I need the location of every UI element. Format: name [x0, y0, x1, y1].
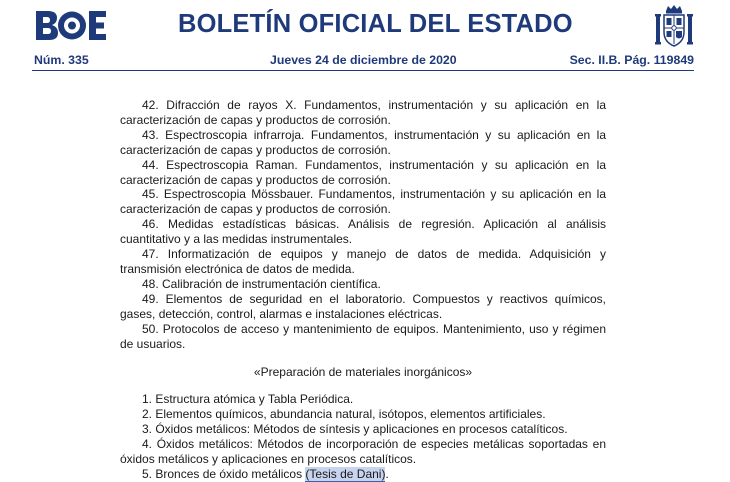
- page-title: BOLETÍN OFICIAL DEL ESTADO: [178, 10, 573, 38]
- document-meta: [32, 53, 694, 69]
- document-header: [0, 0, 730, 52]
- list-item: 49. Elementos de seguridad en el laboratorio. Compuestos y reactivos químicos, gases, detección, control, alarmas e instalaciones eléctricas.: [120, 291, 606, 321]
- issue-date: Jueves 24 de diciembre de 2020: [270, 53, 457, 67]
- list-item: 50. Protocolos de acceso y mantenimiento de equipos. Mantenimiento, uso y régimen de usuarios.: [120, 321, 606, 351]
- header-rule: [32, 70, 694, 71]
- section-heading: «Preparación de materiales inorgánicos»: [253, 365, 473, 380]
- list-item: 1. Estructura atómica y Tabla Periódica.: [142, 392, 354, 407]
- list-item: 48. Calibración de instrumentación científica.: [142, 276, 381, 291]
- issue-number: Núm. 335: [34, 53, 89, 67]
- list-item: 43. Espectroscopia infrarroja. Fundamentos, instrumentación y su aplicación en la caracterización de capas y productos de corrosión.: [120, 127, 606, 157]
- list-item: 46. Medidas estadísticas básicas. Análisis de regresión. Aplicación al análisis cuantitativo y a las medidas instrumentales.: [120, 217, 606, 247]
- list-item: 45. Espectroscopia Mössbauer. Fundamentos, instrumentación y su aplicación en la caracterización de capas y productos de corrosión.: [120, 187, 606, 217]
- list-item: 42. Difracción de rayos X. Fundamentos, instrumentación y su aplicación en la caracterización de capas y productos de corrosión.: [120, 98, 606, 127]
- coat-of-arms-icon: [654, 4, 694, 48]
- item-text: 5. Bronces de óxido metálicos: [142, 466, 306, 481]
- list-item: 4. Óxidos metálicos: Métodos de incorporación de especies metálicas soportadas en óxidos metálicos y aplicaciones en procesos catalíticos.: [120, 437, 606, 466]
- list-item: 2. Elementos químicos, abundancia natural, isótopos, elementos artificiales.: [142, 407, 546, 422]
- document-body: [120, 98, 606, 482]
- list-item: [120, 467, 606, 482]
- text-highlight[interactable]: (Tesis de Dani): [305, 466, 386, 481]
- boe-logo-icon: [34, 9, 108, 42]
- list-item: 47. Informatización de equipos y manejo de datos de medida. Adquisición y transmisión electrónica de datos de medida.: [120, 247, 606, 276]
- list-item: 44. Espectroscopia Raman. Fundamentos, instrumentación y su aplicación en la caracterización de capas y productos de corrosión.: [120, 157, 606, 187]
- item-tail: .: [385, 466, 389, 481]
- list-item: 3. Óxidos metálicos: Métodos de síntesis y aplicaciones en procesos catalíticos.: [142, 422, 568, 437]
- section-page: Sec. II.B. Pág. 119849: [569, 53, 694, 67]
